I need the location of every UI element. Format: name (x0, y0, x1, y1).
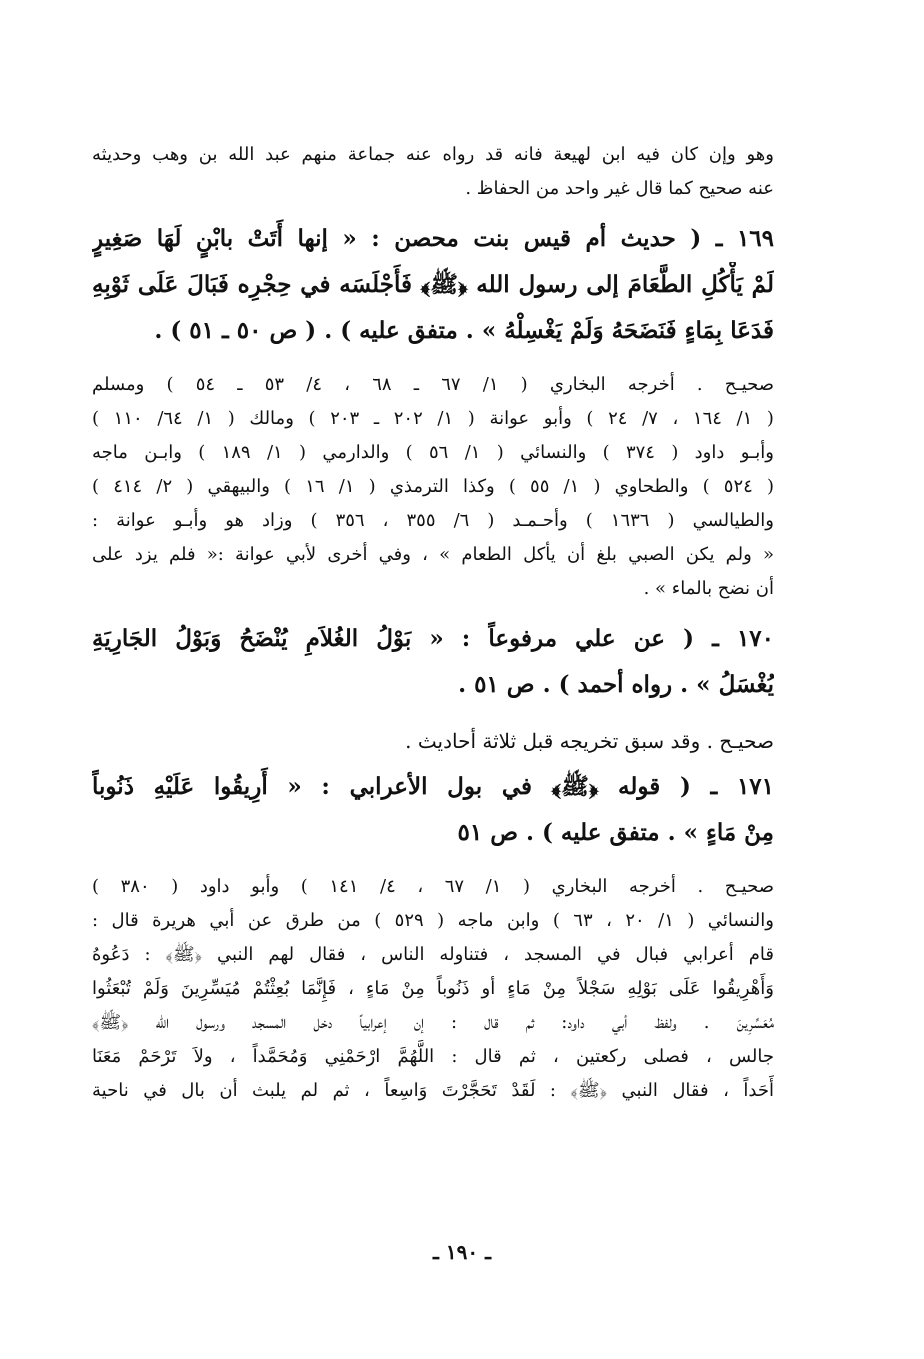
page-number: ـ ١٩٠ ـ (433, 1240, 491, 1264)
takhrij-line: مُعَسِّرِينَ . ولفظ أبي داود: ثم قال : إن إعرابياً دخل المسجد ورسول الله ﴿ﷺ﴾ (92, 1012, 774, 1033)
takhrij-line: وَأَهْرِيقُوا عَلَى بَوْلِهِ سَجْلاً مِنْ مَاءٍ أو ذَنُوباً مِنْ مَاءٍ ، فَإِنَّمَا بُعِثْتُمْ مُيَسِّرِينَ وَلَمْ تُبْعَثُوا (92, 978, 774, 999)
hadith-170 (92, 616, 774, 708)
takhrij-line: والطيالسي ( ١٦٣٦ ) وأحـمـد ( ٦/ ٣٥٥ ، ٣٥٦ ) وزاد هو وأبـو عوانة : (92, 510, 774, 531)
takhrij-169 (92, 368, 774, 606)
takhrij-line: والنسائي ( ١/ ٢٠ ، ٦٣ ) وابن ماجه ( ٥٢٩ ) من طرق عن أبي هريرة قال : (92, 910, 774, 931)
takhrij-line: « ولم يكن الصبي بلغ أن يأكل الطعام » ، وفي أخرى لأبي عوانة :« فلم يزد على (92, 544, 774, 565)
hadith-text-line: مِنْ مَاءٍ » . متفق عليه ) . ص ٥١ (457, 819, 774, 846)
takhrij-171 (92, 870, 774, 1108)
takhrij-line: ( ٥٢٤ ) والطحاوي ( ١/ ٥٥ ) وكذا الترمذي ( ١/ ١٦ ) والبيهقي ( ٢/ ٤١٤ ) (92, 476, 774, 497)
hadith-text-line: لَمْ يَأْكُلِ الطَّعَامَ إلى رسول الله ﴿ﷺ﴾ فَأَجْلَسَه في حِجْرِه فَبَالَ عَلَى ثَوْبِهِ (92, 271, 774, 298)
takhrij-line: صحيـح . أخرجه البخاري ( ١/ ٦٧ ، ٤/ ١٤١ ) وأبو داود ( ٣٨٠ ) (92, 876, 774, 897)
hadith-169 (92, 216, 774, 354)
takhrij-line: أن نضح بالماء » . (643, 578, 774, 599)
intro-paragraph (92, 138, 774, 206)
takhrij-line: ( ١/ ١٦٤ ، ٧/ ٢٤ ) وأبو عوانة ( ١/ ٢٠٢ ـ ٢٠٣ ) ومالك ( ١/ ٦٤/ ١١٠ ) (92, 408, 774, 429)
hadith-text-line: يُغْسَلُ » . رواه أحمد ) . ص ٥١ . (458, 671, 774, 698)
text-line: عنه صحيح كما قال غير واحد من الحفاظ . (465, 178, 774, 199)
takhrij-170 (92, 718, 774, 764)
hadith-text-line: ١٧١ ـ ( قوله ﴿ﷺ﴾ في بول الأعرابي : « أَرِيقُوا عَلَيْهِ ذَنُوباً (92, 773, 774, 800)
takhrij-line: أَحَداً ، فقال النبي ﴿ﷺ﴾ : لَقَدْ تَحَجَّرْتَ وَاسِعاً ، ثم لم يلبث أن بال في ناحية (92, 1080, 774, 1101)
takhrij-line: جالس ، فصلى ركعتين ، ثم قال : اللَّهُمَّ ارْحَمْنِي وَمُحَمَّداً ، ولاَ تَرْحَمْ مَعَنَا (92, 1046, 774, 1067)
text-line: وهو وإن كان فيه ابن لهيعة فانه قد رواه عنه جماعة منهم عبد الله بن وهب وحديثه (92, 144, 774, 165)
takhrij-line: قام أعرابي فبال في المسجد ، فتناوله الناس ، فقال لهم النبي ﴿ﷺ﴾ : دَعُوهُ (92, 944, 774, 965)
hadith-171 (92, 764, 774, 856)
takhrij-line: صحيـح . وقد سبق تخريجه قبل ثلاثة أحاديث . (405, 729, 774, 753)
hadith-text-line: ١٧٠ ـ ( عن علي مرفوعاً : « بَوْلُ الغُلاَمِ يُنْضَحُ وَبَوْلُ الجَارِيَةِ (92, 625, 774, 652)
takhrij-line: صحيـح . أخرجه البخاري ( ١/ ٦٧ ـ ٦٨ ، ٤/ ٥٣ ـ ٥٤ ) ومسلم (92, 374, 774, 395)
hadith-text-line: ١٦٩ ـ ( حديث أم قيس بنت محصن : « إنها أَتَتْ بابْنٍ لَهَا صَغِيرٍ (92, 225, 774, 252)
takhrij-line: وأبـو داود ( ٣٧٤ ) والنسائي ( ١/ ٥٦ ) والدارمي ( ١/ ١٨٩ ) وابـن ماجه (92, 442, 774, 463)
hadith-text-line: فَدَعَا بِمَاءٍ فَنَضَحَهُ وَلَمْ يَغْسِلْهُ » . متفق عليه ) . ( ص ٥٠ ـ ٥١ ) . (154, 317, 774, 344)
